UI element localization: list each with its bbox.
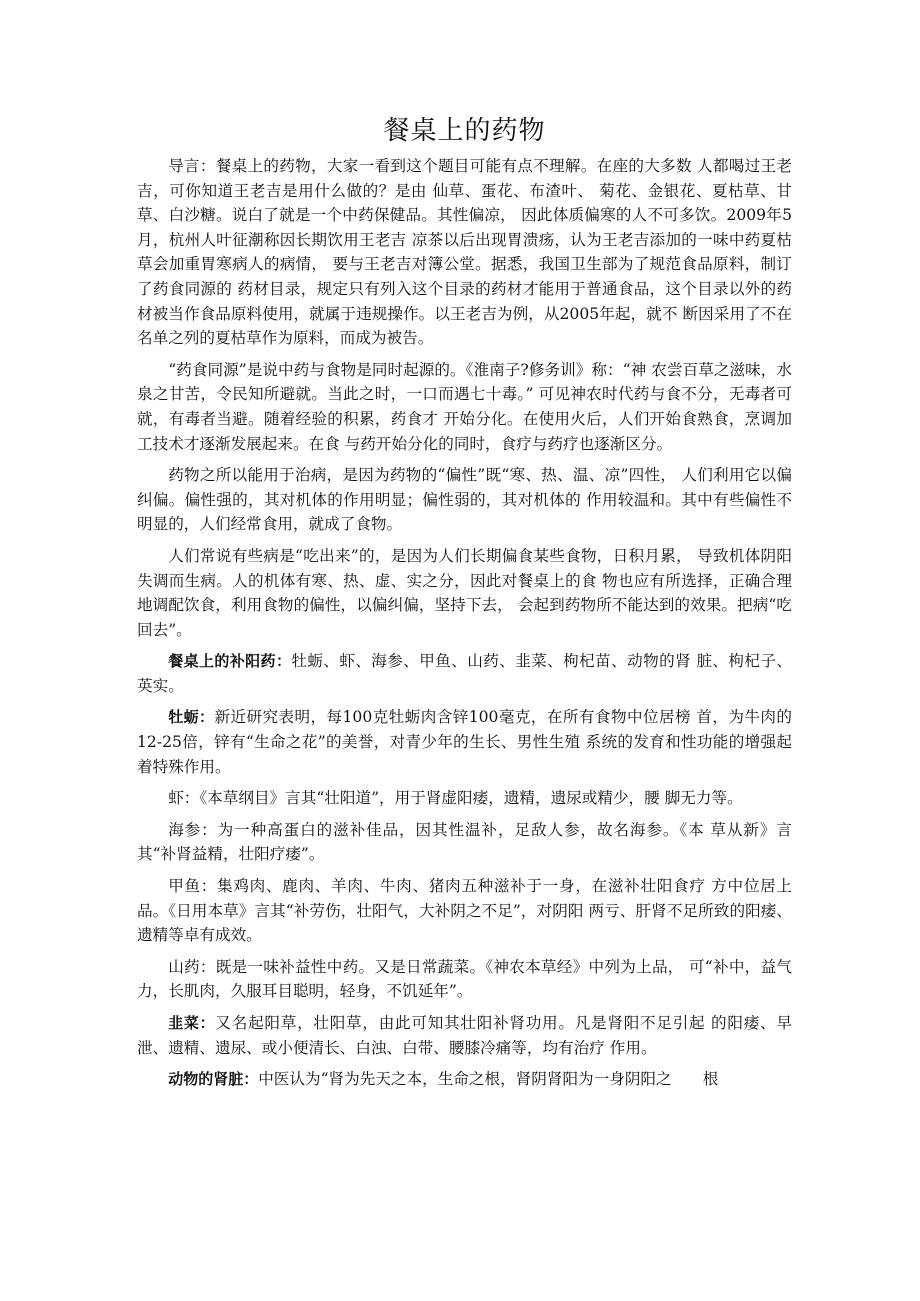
document-title: 餐桌上的药物 [383, 116, 546, 146]
paragraph-text: 牡蛎、虾、海参、甲鱼、山药、韭菜、枸杞苗、动物的肾 脏、枸杞子、英实。 [137, 652, 792, 695]
document-page [137, 0, 792, 1092]
paragraph-text: 甲鱼：集鸡肉、鹿肉、羊肉、牛肉、猪肉五种滋补于一身，在滋补壮阳食疗 方中位居上品。《日用本草》言其“补劳伤，壮阳气，大补阴之不足”，对阴阳 两亏、肝肾不足所致的阳痿、遗精等卓有成效。 [137, 877, 792, 945]
paragraph-intro [137, 154, 792, 351]
paragraph-text: 山药：既是一味补益性中药。又是日常蔬菜。《神农本草经》中列为上品， 可“补中，益气力，长肌肉，久服耳目聪明，轻身，不饥延年”。 [137, 957, 792, 1001]
paragraph-sea-cucumber [137, 818, 792, 867]
paragraph-text: 虾：《本草纲目》言其“壮阳道”，用于肾虚阳痿，遗精，遗尿或精少，腰 脚无力等。 [168, 789, 743, 808]
paragraph-text: 中医认为“肾为先天之本，生命之根，肾阴肾阳为一身阴阳之 根 [258, 1070, 719, 1089]
paragraph-lead: 动物的肾脏： [168, 1070, 259, 1089]
paragraph-text: 人们常说有些病是“吃出来”的，是因为人们长期偏食某些食物，日积月累， 导致机体阴阳失调而生病。人的机体有寒、热、虚、实之分，因此对餐桌上的食 物也应有所选择，正确合理地调配饮食，利用食物的偏性，以偏纠偏，坚持下去， 会起到药物所不能达到的效果。把病“吃回去”。 [137, 546, 792, 639]
paragraph-shrimp [137, 786, 792, 811]
paragraph-buyang-list [137, 649, 792, 698]
paragraph-lead: 韭菜： [168, 1014, 216, 1032]
paragraph-pianxing [137, 463, 792, 537]
paragraph-text: “药食同源”是说中药与食物是同时起源的。《淮南子?修务训》称：“神 农尝百草之滋味，水泉之甘苦，令民知所避就。当此之时，一口而遇七十毒。” 可见神农时代药与食不分，无毒者可就，有毒者当避。随着经验的积累，药食才 开始分化。在使用火后，人们开始食熟食，烹调加工技术才逐渐发展起来。在食 与药开始分化的同时，食疗与药疗也逐渐区分。 [137, 360, 792, 453]
paragraph-text: 药物之所以能用于治病，是因为药物的“偏性”既“寒、热、温、凉”四性， 人们利用它以偏纠偏。偏性强的，其对机体的作用明显；偏性弱的，其对机体的 作用较温和。其中有些偏性不明显的，人们经常食用，就成了食物。 [137, 466, 792, 534]
paragraph-lead: 牡蛎： [168, 708, 215, 727]
paragraph-leek [137, 1011, 792, 1060]
paragraph-text: 又名起阳草，壮阳草，由此可知其壮阳补肾功用。凡是肾阳不足引起 的阳痿、早泄、遗精、遗尿、或小便清长、白浊、白带、腰膝冷痛等，均有治疗 作用。 [137, 1014, 792, 1057]
paragraph-oyster [137, 705, 792, 779]
paragraph-kidney [137, 1067, 792, 1092]
paragraph-lead: 餐桌上的补阳药： [168, 652, 292, 671]
paragraph-yam [137, 955, 792, 1004]
paragraph-text: 海参：为一种高蛋白的滋补佳品，因其性温补，足敌人参，故名海参。《本 草从新》言其“补肾益精，壮阳疗痿”。 [137, 820, 792, 864]
paragraph-text: 导言：餐桌上的药物，大家一看到这个题目可能有点不理解。在座的大多数 人都喝过王老吉，可你知道王老吉是用什么做的？是由 仙草、蛋花、布渣叶、 菊花、金银花、夏枯草、甘草、白沙糖。说白了就是一个中药保健品。其性偏凉， 因此体质偏寒的人不可多饮。2009年5月，杭州人叶征潮称因长期饮用王老吉 凉茶以后出现胃溃疡，认为王老吉添加的一味中药夏枯草会加重胃寒病人的病情， 要与王老吉对簿公堂。据悉，我国卫生部为了规范食品原料，制订了药食同源的 药材目录，规定只有列入这个目录的药材才能用于普通食品，这个目录以外的药 材被当作食品原料使用，就属于违规操作。以王老吉为例，从2005年起，就不 断因采用了不在名单之列的夏枯草作为原料，而成为被告。 [137, 157, 792, 348]
paragraph-text: 新近研究表明，每100克牡蛎肉含锌100毫克，在所有食物中位居榜 首，为牛肉的12-25倍，锌有“生命之花”的美誉，对青少年的生长、男性生殖 系统的发育和性功能的增强起着特殊作用。 [137, 708, 792, 776]
paragraph-turtle [137, 874, 792, 948]
paragraph-yaoshi-tongyuan [137, 358, 792, 456]
paragraph-chi-chulai [137, 544, 792, 642]
